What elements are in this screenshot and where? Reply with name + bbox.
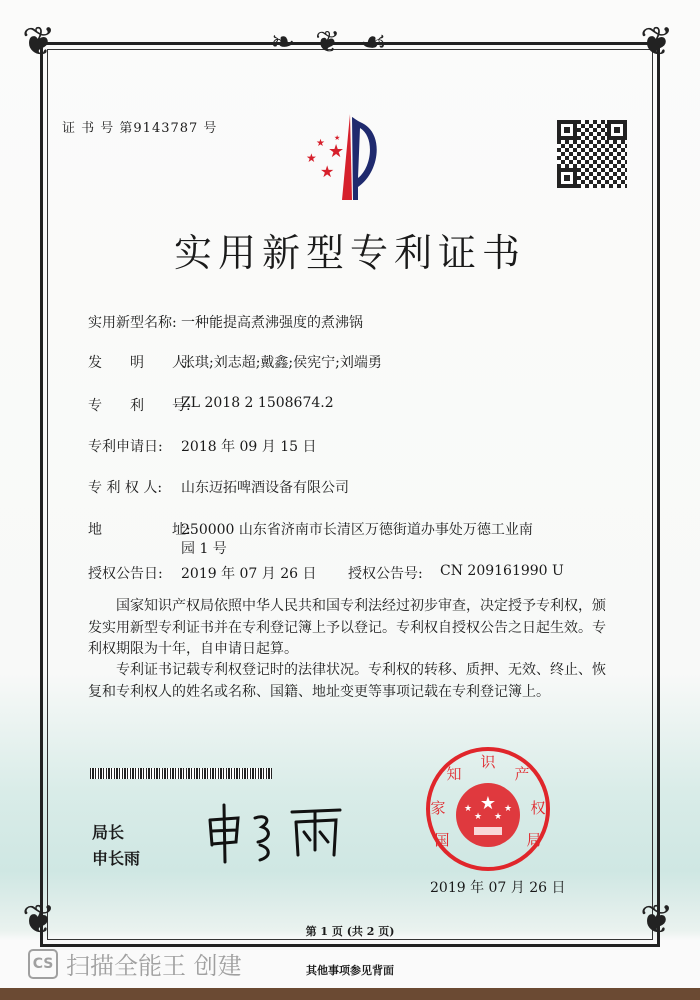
address-line2: 园 1 号 (181, 541, 227, 557)
corner-ornament-icon: ❦ (640, 19, 674, 65)
svg-text:★: ★ (306, 151, 317, 165)
corner-ornament-icon: ❦ (640, 897, 674, 943)
svg-text:★: ★ (334, 134, 341, 142)
camscanner-logo-icon: CS (28, 949, 58, 979)
official-seal (424, 745, 552, 873)
footer-note: 其他事项参见背面 (306, 964, 394, 977)
field-label: 实用新型名称: (88, 315, 177, 331)
svg-text:国: 国 (434, 831, 450, 849)
svg-text:★: ★ (328, 141, 345, 162)
page-info: 第 1 页 (共 2 页) (305, 925, 395, 938)
svg-text:★: ★ (316, 138, 325, 149)
svg-text:权: 权 (530, 799, 546, 817)
svg-text:局: 局 (526, 831, 542, 849)
signature-image (200, 800, 350, 865)
svg-text:★: ★ (474, 812, 483, 822)
scanner-watermark (28, 946, 242, 981)
application-date: 2018 年 09 月 15 日 (181, 439, 317, 455)
svg-text:知: 知 (446, 765, 462, 783)
svg-text:★: ★ (494, 812, 503, 822)
svg-text:产: 产 (514, 765, 530, 783)
svg-text:识: 识 (480, 753, 496, 771)
seal-date: 2019 年 07 月 26 日 (430, 880, 566, 896)
field-label: 发 明 人: (88, 355, 191, 371)
inventors: 张琪;刘志超;戴鑫;侯宪宁;刘端勇 (181, 355, 382, 371)
patent-number: ZL 2018 2 1508674.2 (181, 395, 334, 411)
cnipa-logo-icon (300, 112, 380, 202)
qr-code (557, 120, 627, 188)
svg-text:家: 家 (430, 799, 446, 817)
watermark-text: 扫描全能王 创建 (66, 952, 242, 980)
patentee: 山东迈拓啤酒设备有限公司 (181, 480, 349, 496)
top-ornament-icon: ❧❦☙ (270, 25, 408, 60)
statement-paragraph: 国家知识产权局依照中华人民共和国专利法经过初步审查，决定授予专利权，颁发实用新型专利证书并在专利登记簿上予以登记。专利权自授权公告之日起生效。专利权期限为十年，自申请日起算。 (88, 598, 606, 657)
svg-text:★: ★ (479, 793, 497, 814)
director-title: 局长 (92, 823, 125, 842)
field-label: 授权公告日: (88, 566, 163, 582)
svg-text:★: ★ (464, 804, 473, 814)
field-label: 专利申请日: (88, 439, 163, 455)
corner-ornament-icon: ❦ (22, 19, 56, 65)
utility-model-name: 一种能提高煮沸强度的煮沸锅 (181, 315, 363, 331)
address: 250000 山东省济南市长清区万德街道办事处万德工业南 (181, 522, 533, 538)
certificate-number: 证 书 号 第9143787 号 (62, 121, 218, 136)
field-label: 地 址: (88, 522, 191, 538)
field-label: 专 利 权 人: (88, 480, 163, 496)
page-title: 实用新型专利证书 (173, 231, 526, 275)
svg-text:★: ★ (504, 804, 513, 814)
announcement-number: CN 209161990 U (440, 563, 564, 579)
statement-paragraph: 专利证书记载专利权登记时的法律状况。专利权的转移、质押、无效、终止、恢复和专利权人的姓名或名称、国籍、地址变更等事项记载在专利登记簿上。 (88, 662, 606, 700)
corner-ornament-icon: ❦ (22, 897, 56, 943)
field-label: 专 利 号: (88, 398, 191, 414)
table-surface (0, 988, 700, 1000)
svg-text:★: ★ (320, 162, 335, 181)
field-label: 授权公告号: (348, 566, 423, 582)
director-name: 申长雨 (92, 849, 141, 868)
barcode (90, 768, 272, 779)
grant-date: 2019 年 07 月 26 日 (181, 566, 317, 582)
